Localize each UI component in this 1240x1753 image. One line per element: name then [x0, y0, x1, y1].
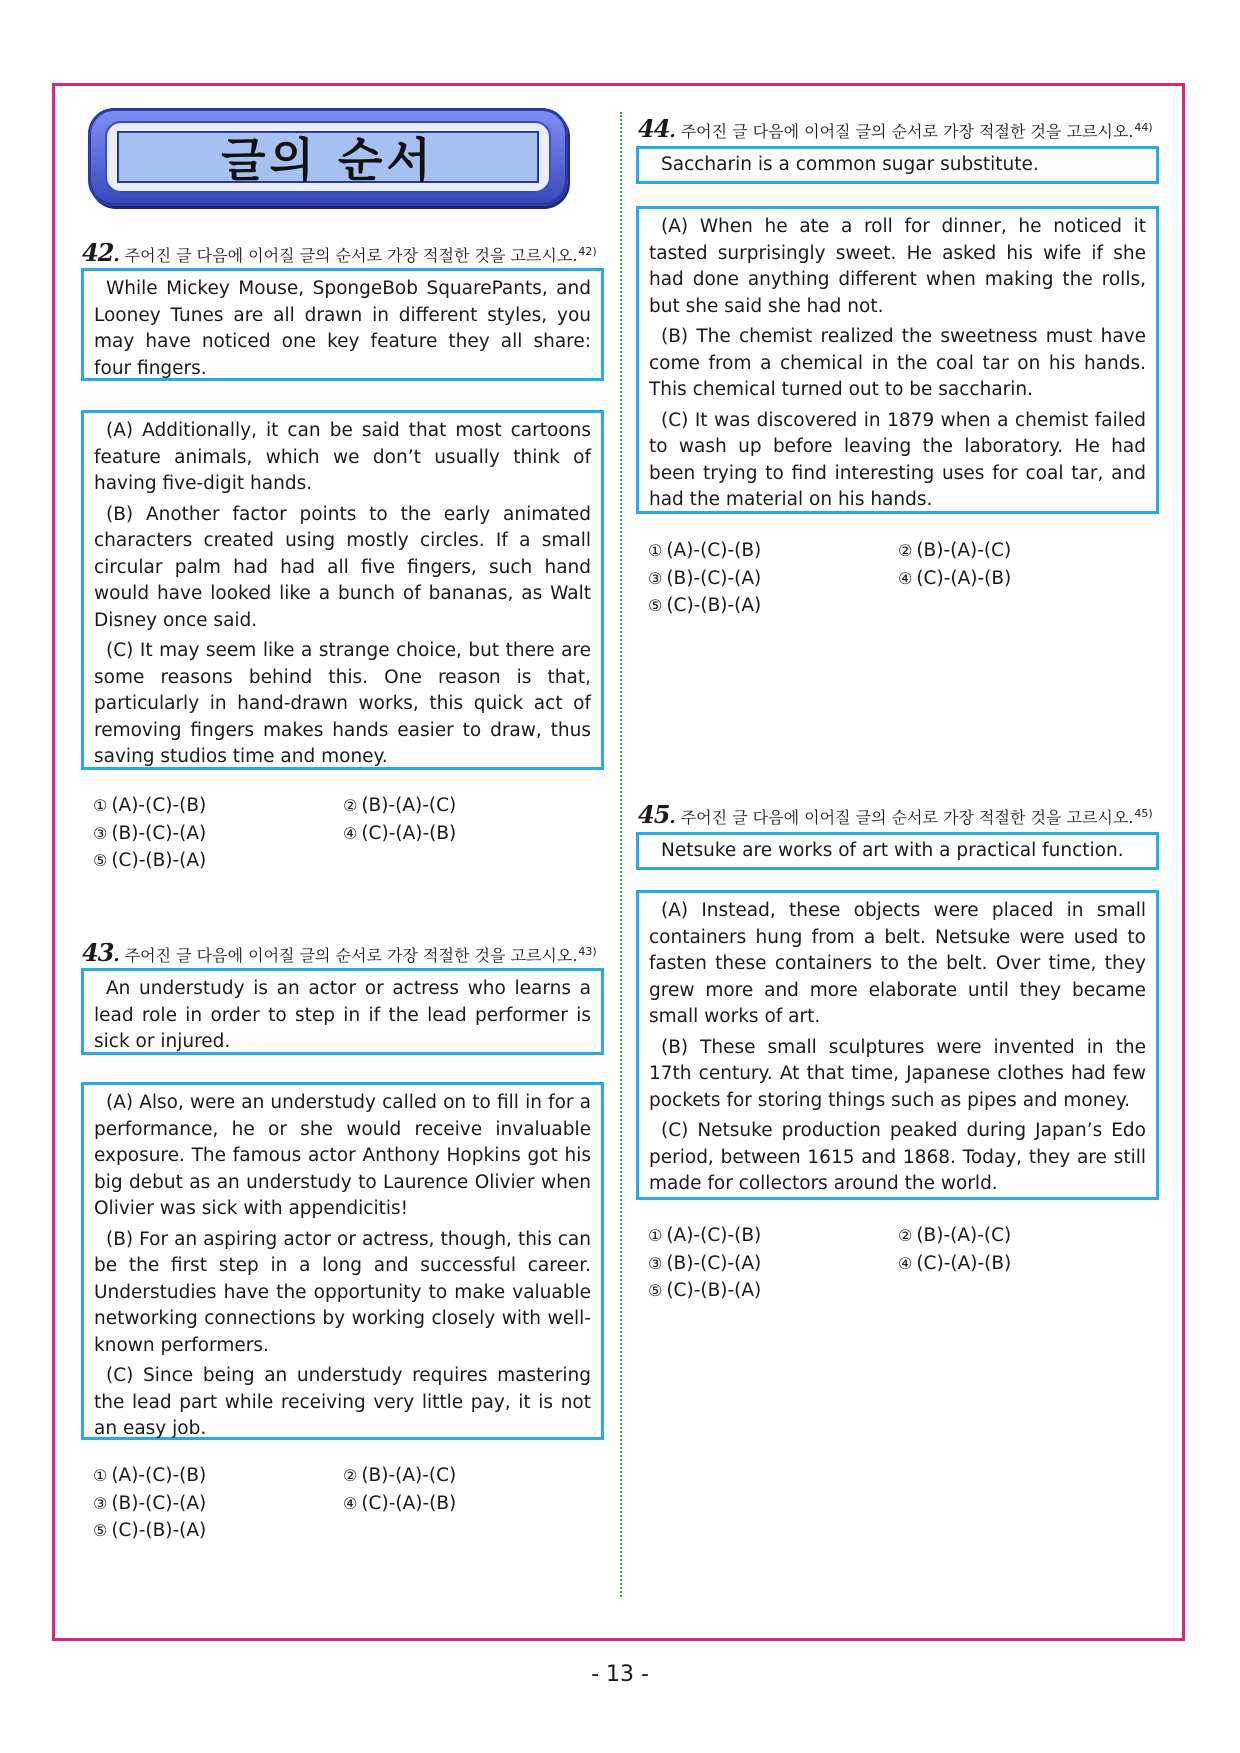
passage-c: (C) Netsuke production peaked during Japan’s Edo period, between 1615 and 1868. Today, they are still made for collectors around the world. [649, 1120, 1146, 1194]
choice-5[interactable]: ⑤ (C)-(B)-(A) [93, 1520, 207, 1541]
choice-1[interactable]: ① (A)-(C)-(B) [648, 540, 762, 561]
passage-c: (C) It was discovered in 1879 when a chemist failed to wash up before leaving the laboratory. He had been trying to find interesting uses for coal tar, and had the material on his hands. [649, 409, 1146, 510]
passage-a: (A) Also, were an understudy called on to fill in for a performance, he or she would receive invaluable exposure. The famous actor Anthony Hopkins got his big debut as an understudy to Laurence Olivier when Olivier was sick with appendicitis! [94, 1092, 591, 1219]
given-text: Netsuke are works of art with a practical function. [661, 840, 1124, 861]
column-divider [620, 112, 622, 1597]
question-number: 45 [638, 800, 670, 829]
question-44-choices [648, 537, 1148, 620]
choice-4[interactable]: ④ (C)-(A)-(B) [343, 822, 457, 844]
footnote-ref: 42) [578, 245, 597, 258]
question-instruction: 주어진 글 다음에 이어질 글의 순서로 가장 적절한 것을 고르시오. [680, 122, 1134, 141]
choice-4[interactable]: ④ (C)-(A)-(B) [343, 1492, 457, 1514]
question-45-passage-box [636, 890, 1159, 1200]
passage-b: (B) Another factor points to the early animated characters created using mostly circles. If a small circular palm had had all five fingers, such hand would have looked like a bunch of bananas, as Walt Disney once said. [94, 503, 591, 631]
given-text: While Mickey Mouse, SpongeBob SquarePants, and Looney Tunes are all drawn in different styles, you may have noticed one key feature they all share: four fingers. [94, 278, 591, 379]
question-44-heading: 44. 주어진 글 다음에 이어질 글의 순서로 가장 적절한 것을 고르시오. 44) [638, 114, 1153, 143]
choice-3[interactable]: ③ (B)-(C)-(A) [648, 567, 762, 589]
passage-a: (A) Additionally, it can be said that most cartoons feature animals, which we don’t usually think of having five-digit hands. [94, 420, 591, 494]
passage-c: (C) Since being an understudy requires mastering the lead part while receiving very little pay, it is not an easy job. [94, 1365, 591, 1439]
question-number: 43 [82, 938, 114, 967]
question-44-given-box [636, 146, 1159, 184]
section-title: 글의 순서 [117, 131, 539, 183]
passage-a: (A) When he ate a roll for dinner, he noticed it tasted surprisingly sweet. He asked his wife if she had done anything different when making the rolls, but she said she had not. [649, 216, 1146, 317]
passage-b: (B) For an aspiring actor or actress, though, this can be the first step in a long and successful career. Understudies have the opportunity to make valuable networking connections by working closely with well-known performers. [94, 1228, 591, 1356]
choice-4[interactable]: ④ (C)-(A)-(B) [898, 567, 1012, 589]
choice-5[interactable]: ⑤ (C)-(B)-(A) [648, 1280, 762, 1301]
question-42-heading: 42. 주어진 글 다음에 이어질 글의 순서로 가장 적절한 것을 고르시오. 42) [82, 238, 597, 267]
choice-1[interactable]: ① (A)-(C)-(B) [93, 1465, 207, 1486]
question-43-heading: 43. 주어진 글 다음에 이어질 글의 순서로 가장 적절한 것을 고르시오. 43) [82, 938, 597, 967]
choice-3[interactable]: ③ (B)-(C)-(A) [93, 822, 207, 844]
choice-3[interactable]: ③ (B)-(C)-(A) [648, 1252, 762, 1274]
section-title-banner [88, 108, 568, 206]
footnote-ref: 44) [1134, 121, 1153, 134]
given-text: Saccharin is a common sugar substitute. [661, 154, 1039, 175]
question-42-passage-box [81, 410, 604, 770]
page-number: - 13 - [591, 1662, 649, 1687]
choice-2[interactable]: ② (B)-(A)-(C) [343, 795, 457, 816]
question-45-heading: 45. 주어진 글 다음에 이어질 글의 순서로 가장 적절한 것을 고르시오. 45) [638, 800, 1153, 829]
footnote-ref: 43) [578, 945, 597, 958]
passage-c: (C) It may seem like a strange choice, but there are some reasons behind this. One reason is that, particularly in hand-drawn works, this quick act of removing fingers makes hands easier to draw, thus saving studios time and money. [94, 640, 591, 767]
question-45-given-box [636, 832, 1159, 870]
question-43-choices [93, 1462, 593, 1545]
question-instruction: 주어진 글 다음에 이어질 글의 순서로 가장 적절한 것을 고르시오. [124, 246, 578, 265]
question-number: 44 [638, 114, 670, 143]
choice-1[interactable]: ① (A)-(C)-(B) [93, 795, 207, 816]
question-instruction: 주어진 글 다음에 이어질 글의 순서로 가장 적절한 것을 고르시오. [124, 946, 578, 965]
question-44-passage-box [636, 206, 1159, 514]
choice-3[interactable]: ③ (B)-(C)-(A) [93, 1492, 207, 1514]
passage-a: (A) Instead, these objects were placed in small containers hung from a belt. Netsuke were used to fasten these containers to the belt. Over time, they grew more and more elaborate until they became small works of art. [649, 900, 1146, 1027]
choice-2[interactable]: ② (B)-(A)-(C) [898, 540, 1012, 561]
question-43-given-box [81, 968, 604, 1055]
question-number: 42 [82, 238, 114, 267]
question-instruction: 주어진 글 다음에 이어질 글의 순서로 가장 적절한 것을 고르시오. [680, 808, 1134, 827]
choice-4[interactable]: ④ (C)-(A)-(B) [898, 1252, 1012, 1274]
passage-b: (B) These small sculptures were invented in the 17th century. At that time, Japanese clothes had few pockets for storing things such as pipes and money. [649, 1036, 1146, 1111]
choice-1[interactable]: ① (A)-(C)-(B) [648, 1225, 762, 1246]
choice-2[interactable]: ② (B)-(A)-(C) [343, 1465, 457, 1486]
question-42-choices [93, 792, 593, 875]
question-43-passage-box [81, 1082, 604, 1440]
question-45-choices [648, 1222, 1148, 1305]
choice-5[interactable]: ⑤ (C)-(B)-(A) [648, 595, 762, 616]
choice-2[interactable]: ② (B)-(A)-(C) [898, 1225, 1012, 1246]
question-42-given-box [81, 268, 604, 381]
passage-b: (B) The chemist realized the sweetness must have come from a chemical in the coal tar on his hands. This chemical turned out to be saccharin. [649, 326, 1146, 400]
given-text: An understudy is an actor or actress who learns a lead role in order to step in if the lead performer is sick or injured. [94, 978, 591, 1052]
footnote-ref: 45) [1134, 807, 1153, 820]
choice-5[interactable]: ⑤ (C)-(B)-(A) [93, 850, 207, 871]
